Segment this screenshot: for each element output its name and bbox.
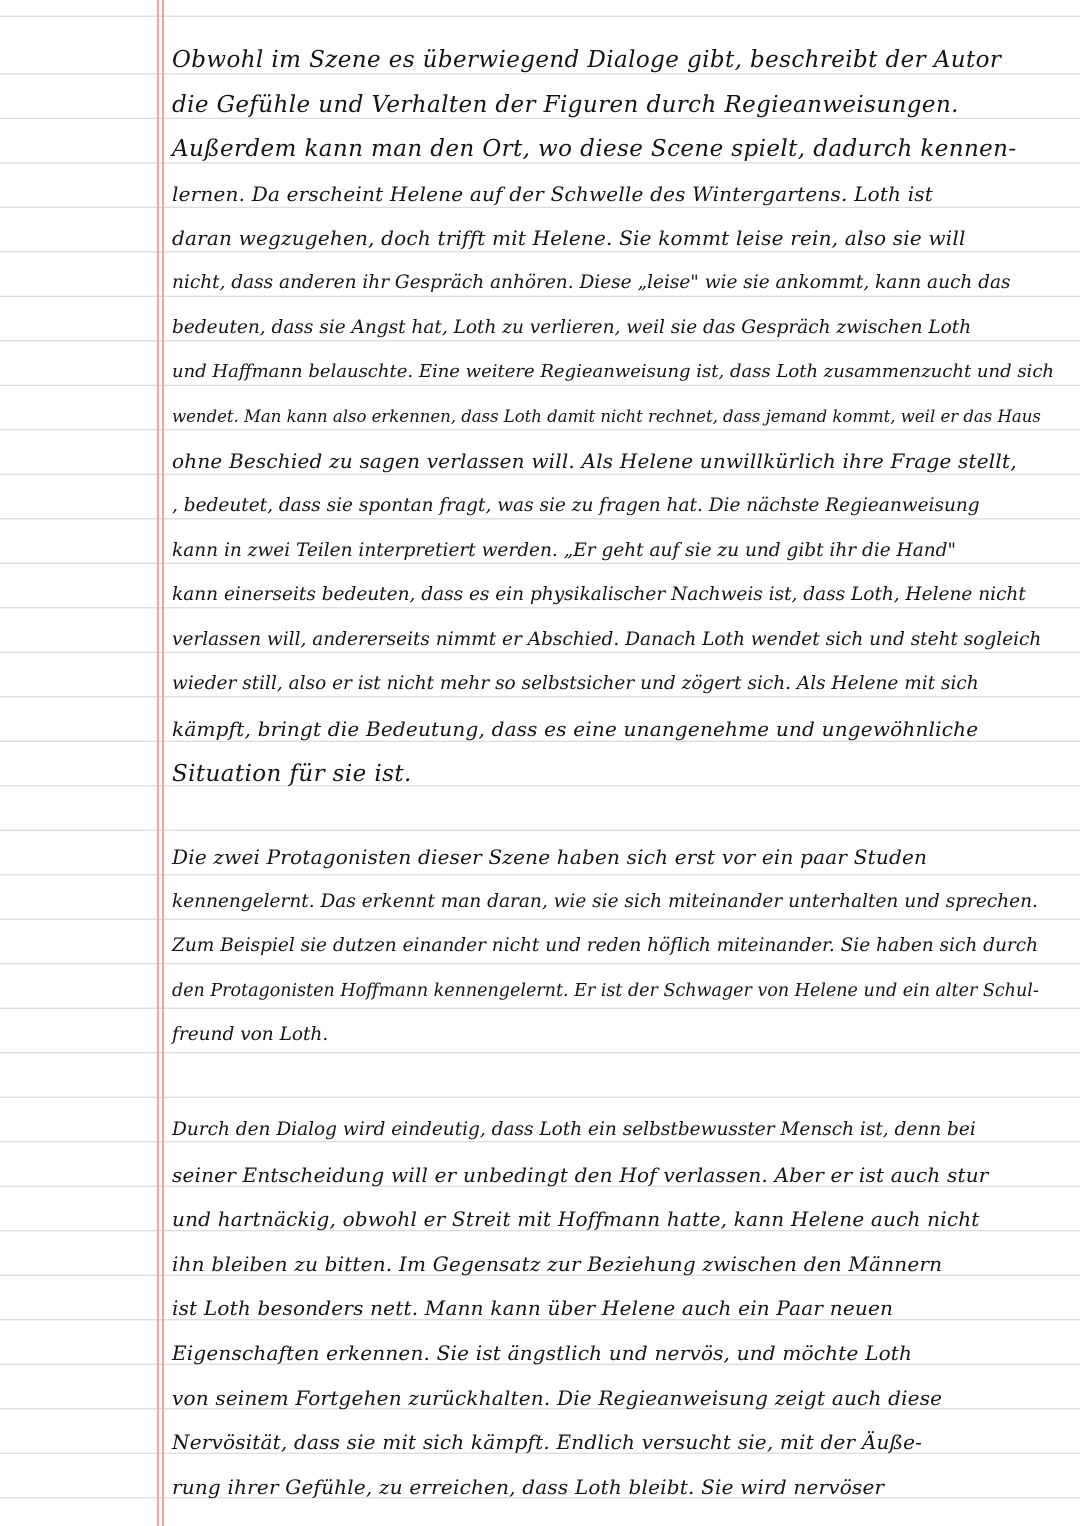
text-line: Obwohl im Szene es überwiegend Dialoge gibt, beschreibt der Autor [172,47,1002,73]
text-line: freund von Loth. [172,1024,329,1046]
text-line: verlassen will, andererseits nimmt er Abschied. Danach Loth wendet sich und steht sogleich [172,628,1042,650]
text-line: , bedeutet, dass sie spontan fragt, was sie zu fragen hat. Die nächste Regieanweisung [172,494,980,516]
text-line: daran wegzugehen, doch trifft mit Helene. Sie kommt leise rein, also sie will [172,226,966,251]
text-line: Nervösität, dass sie mit sich kämpft. Endlich versucht sie, mit der Äuße- [172,1430,923,1455]
text-line: von seinem Fortgehen zurückhalten. Die Regieanweisung zeigt auch diese [172,1385,943,1410]
text-line: wendet. Man kann also erkennen, dass Loth damit nicht rechnet, dass jemand kommt, weil er das Haus [172,406,1041,426]
text-line: Eigenschaften erkennen. Sie ist ängstlich und nervös, und möchte Loth [172,1340,913,1365]
text-line: kennengelernt. Das erkennt man daran, wie sie sich miteinander unterhalten und sprechen. [172,890,1038,912]
text-line: ohne Beschied zu sagen verlassen will. Als Helene unwillkürlich ihre Frage stellt, [172,449,1017,474]
text-line: die Gefühle und Verhalten der Figuren durch Regieanweisungen. [172,91,959,118]
margin-line-right [162,0,164,1526]
text-line: Zum Beispiel sie dutzen einander nicht und reden höflich miteinander. Sie haben sich durch [172,935,1039,957]
text-line: kann in zwei Teilen interpretiert werden. „Er geht auf sie zu und gibt ihr die Hand" [172,539,956,561]
text-line: bedeuten, dass sie Angst hat, Loth zu verlieren, weil sie das Gespräch zwischen Loth [172,316,972,338]
text-line: nicht, dass anderen ihr Gespräch anhören. Diese „leise" wie sie ankommt, kann auch das [172,271,1011,293]
text-line: Die zwei Protagonisten dieser Szene haben sich erst vor ein paar Studen [172,845,928,869]
text-line: den Protagonisten Hoffmann kennengelernt. Er ist der Schwager von Helene und ein alter Schul- [172,980,1039,1001]
text-line: kann einerseits bedeuten, dass es ein physikalischer Nachweis ist, dass Loth, Helene nicht [172,584,1026,606]
text-line: Situation für sie ist. [172,760,412,787]
text-line: und hartnäckig, obwohl er Streit mit Hoffmann hatte, kann Helene auch nicht [172,1207,980,1232]
text-line: seiner Entscheidung will er unbedingt den Hof verlassen. Aber er ist auch stur [172,1162,989,1187]
paragraph-3 [172,1108,1060,1509]
text-line: Durch den Dialog wird eindeutig, dass Loth ein selbstbewusster Mensch ist, denn bei [172,1119,976,1140]
paragraph-1 [172,38,1060,796]
text-line: ist Loth besonders nett. Mann kann über Helene auch ein Paar neuen [172,1296,894,1321]
paragraph-2 [172,835,1060,1058]
text-line: ihn bleiben zu bitten. Im Gegensatz zur Beziehung zwischen den Männern [172,1251,943,1276]
text-line: kämpft, bringt die Bedeutung, dass es eine unangenehme und ungewöhnliche [172,716,979,741]
text-line: Außerdem kann man den Ort, wo diese Scene spielt, dadurch kennen- [172,136,1017,163]
text-line: wieder still, also er ist nicht mehr so selbstsicher und zögert sich. Als Helene mit sich [172,673,979,695]
text-line: lernen. Da erscheint Helene auf der Schwelle des Wintergartens. Loth ist [172,181,933,206]
text-line: und Haffmann belauschte. Eine weitere Regieanweisung ist, dass Loth zusammenzucht und sich [172,361,1054,383]
text-line: rung ihrer Gefühle, zu erreichen, dass Loth bleibt. Sie wird nervöser [172,1474,885,1499]
margin-line-left [157,0,159,1526]
